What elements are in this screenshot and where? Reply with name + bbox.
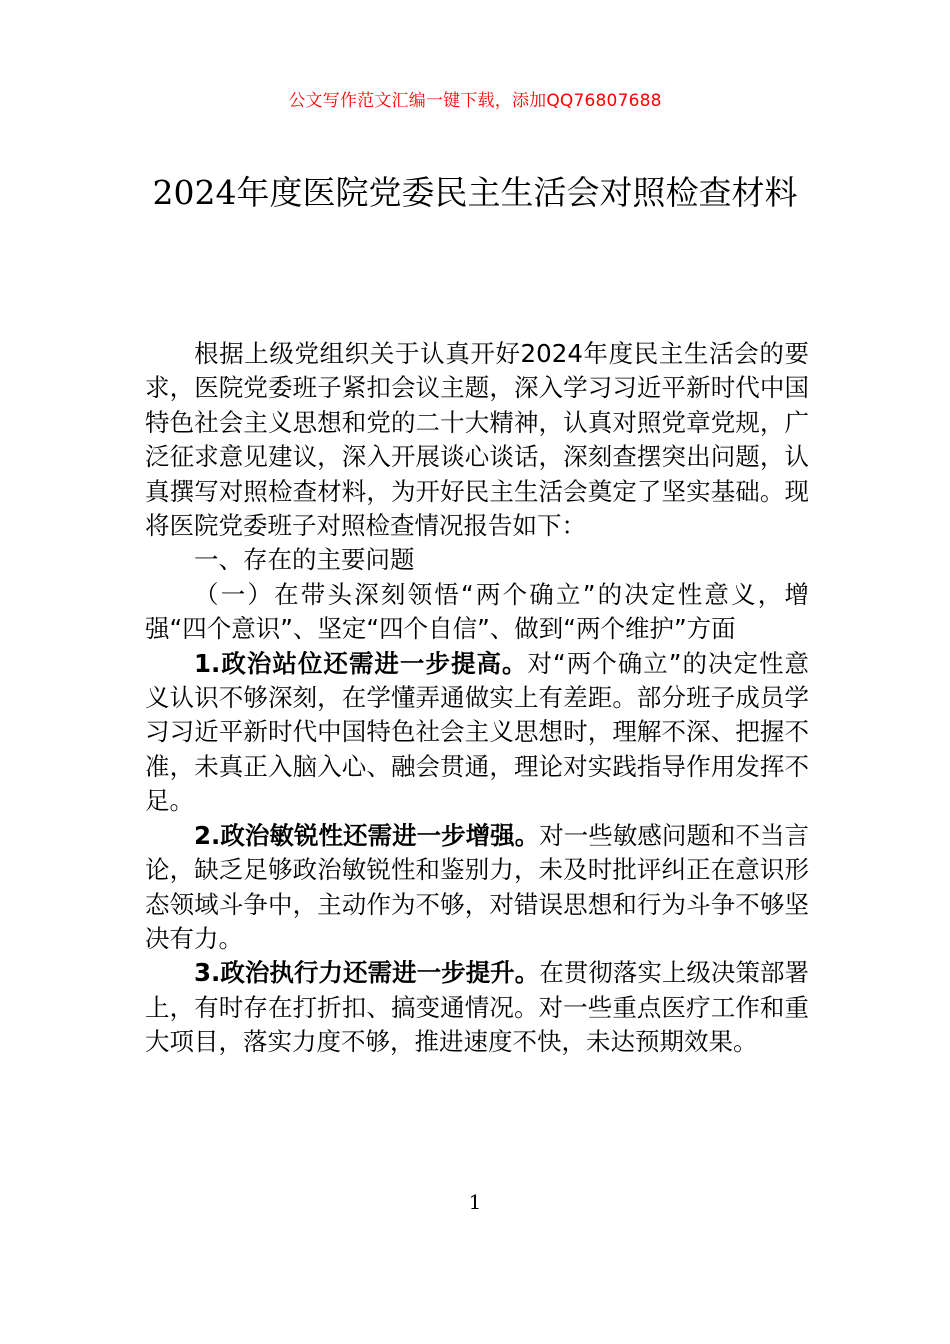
item-heading-2: 2.政治敏锐性还需进一步增强。 bbox=[194, 820, 540, 850]
intro-paragraph: 根据上级党组织关于认真开好2024年度民主生活会的要求，医院党委班子紧扣会议主题，深入学习习近平新时代中国特色社会主义思想和党的二十大精神，认真对照党章党规，广泛征求意见建议，深入开展谈心谈话，深刻查摆突出问题，认真撰写对照检查材料，为开好民主生活会奠定了坚实基础。现将医院党委班子对照检查情况报告如下： bbox=[145, 339, 809, 541]
subsection-heading: （一）在带头深刻领悟“两个确立”的决定性意义，增强“四个意识”、坚定“四个自信”、做到“两个维护”方面 bbox=[145, 579, 809, 644]
section-heading: 一、存在的主要问题 bbox=[194, 545, 415, 575]
item-heading-3: 3.政治执行力还需进一步提升。 bbox=[194, 958, 540, 988]
item-text-2: 对一些敏感问题和不当言论，缺乏足够政治敏锐性和鉴别力，未及时批评纠正在意识形态领域斗争中，主动作为不够，对错误思想和行为斗争不够坚决有力。 bbox=[145, 820, 810, 953]
item-text-1: 对“两个确立”的决定性意义认识不够深刻，在学懂弄通做实上有差距。部分班子成员学习习近平新时代中国特色社会主义思想时，理解不深、把握不准，未真正入脑入心、融会贯通，理论对实践指导作用发挥不足。 bbox=[145, 648, 809, 816]
page-number: 1 bbox=[468, 1190, 482, 1214]
item-paragraph-1 bbox=[145, 647, 809, 819]
page-title: 2024年度医院党委民主生活会对照检查材料 bbox=[152, 173, 798, 212]
item-heading-1: 1.政治站位还需进一步提高。 bbox=[194, 648, 528, 678]
header-ad: 公文写作范文汇编一键下载，添加QQ76807688 bbox=[288, 91, 662, 111]
item-paragraph-2 bbox=[145, 819, 809, 957]
document-body bbox=[145, 337, 809, 1060]
item-text-3: 在贯彻落实上级决策部署上，有时存在打折扣、搞变通情况。对一些重点医疗工作和重大项目，落实力度不够，推进速度不快，未达预期效果。 bbox=[145, 958, 810, 1057]
item-paragraph-3 bbox=[145, 956, 809, 1059]
